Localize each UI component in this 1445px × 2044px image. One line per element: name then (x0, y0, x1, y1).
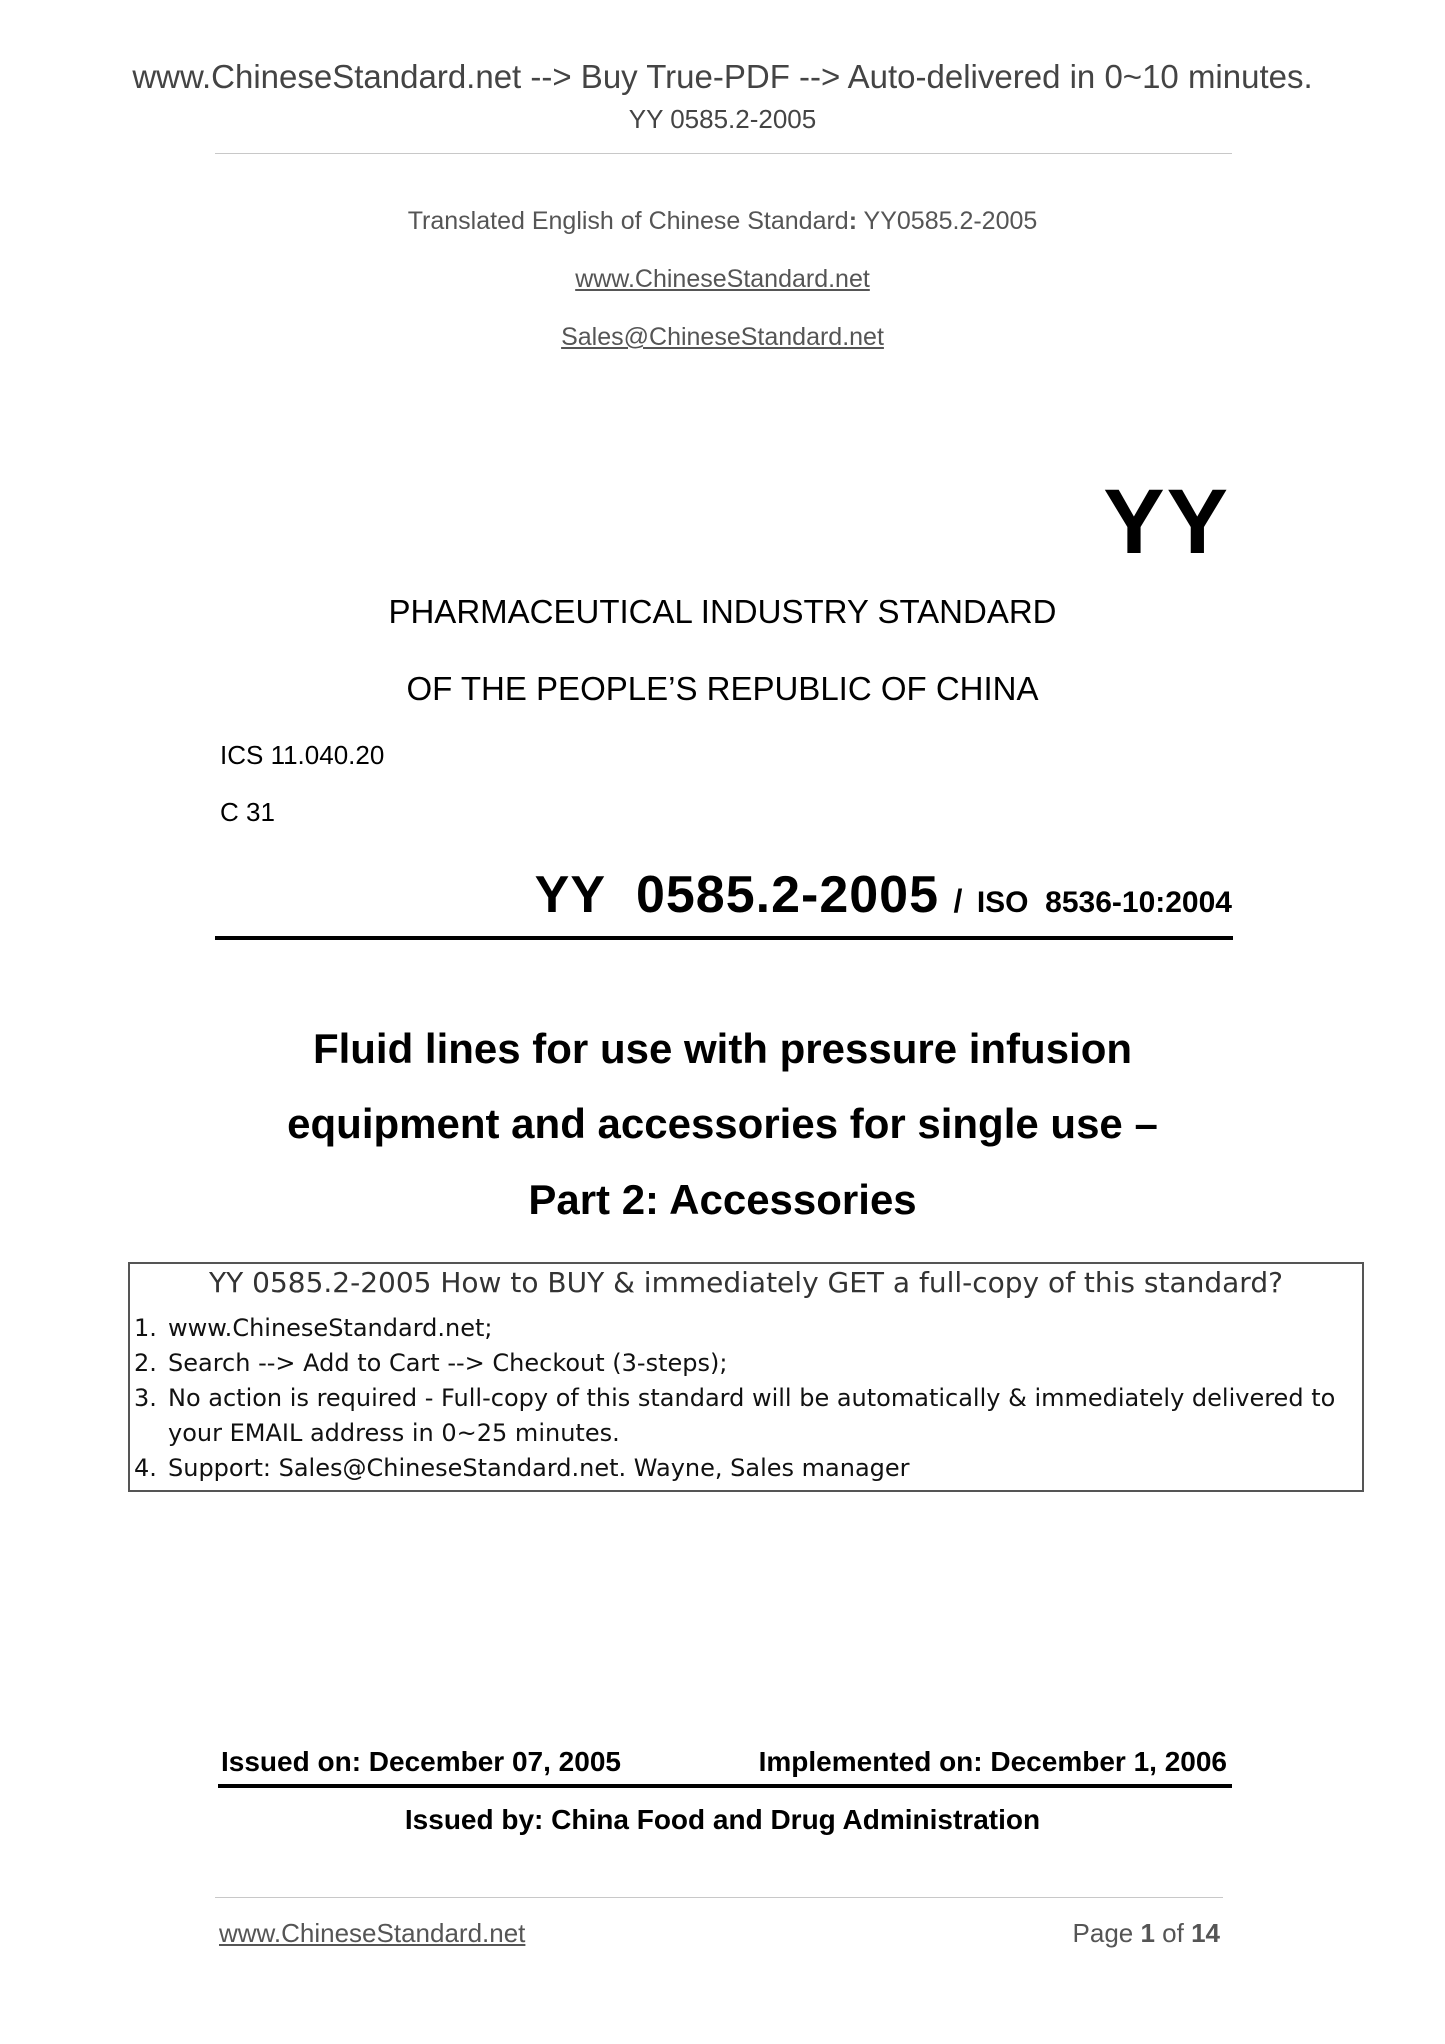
document-title-line-3: Part 2: Accessories (528, 1176, 917, 1223)
header-standard-code: YY 0585.2-2005 (628, 104, 817, 134)
translation-website-row (0, 265, 1445, 294)
translation-code: YY0585.2-2005 (857, 207, 1038, 235)
standard-number-rule (215, 936, 1233, 940)
issue-rule (218, 1784, 1232, 1788)
cover-title-line-1: PHARMACEUTICAL INDUSTRY STANDARD (388, 593, 1057, 630)
translation-email-row (0, 323, 1445, 352)
header-divider (215, 153, 1232, 154)
translation-notice (0, 207, 1445, 236)
issuing-authority: Issued by: China Food and Drug Administration (404, 1804, 1041, 1835)
footer-website-link[interactable]: www.ChineseStandard.net (219, 1918, 526, 1948)
translation-email-link[interactable]: Sales@ChineseStandard.net (561, 323, 884, 351)
purchase-step-4: 4. Support: Sales@ChineseStandard.net. Wayne, Sales manager (134, 1454, 910, 1482)
standard-number-block (535, 865, 1232, 925)
purchase-info-box (128, 1262, 1364, 1492)
standard-separator: / (953, 883, 963, 919)
purchase-step-3: 3. No action is required - Full-copy of this standard will be automatically & immediately delivered to (134, 1384, 1336, 1412)
document-title-line-1: Fluid lines for use with pressure infusion (312, 1025, 1133, 1072)
current-page: 1 (1140, 1918, 1155, 1948)
standard-number: YY 0585.2-2005 (534, 866, 940, 924)
implemented-on-date: Implemented on: December 1, 2006 (758, 1746, 1227, 1777)
header-banner: www.ChineseStandard.net --> Buy True-PDF --> Auto-delivered in 0~10 minutes. (132, 58, 1313, 95)
page-indicator: Page 1 of 14 (1072, 1918, 1220, 1948)
ics-code: ICS 11.040.20 (220, 740, 385, 770)
cover-title-line-2: OF THE PEOPLE’S REPUBLIC OF CHINA (406, 670, 1039, 707)
iso-reference: ISO 8536-10:2004 (976, 886, 1232, 919)
purchase-step-1: 1. www.ChineseStandard.net; (134, 1314, 493, 1342)
translation-label: Translated English of Chinese Standard (407, 207, 849, 235)
translation-website-link[interactable]: www.ChineseStandard.net (575, 265, 870, 293)
purchase-heading: YY 0585.2-2005 How to BUY & immediately GET a full-copy of this standard? (209, 1266, 1283, 1299)
issued-on-date: Issued on: December 07, 2005 (221, 1746, 621, 1777)
ccs-code: C 31 (220, 797, 275, 827)
standard-brand-mark: YY (1103, 471, 1230, 573)
purchase-step-2: 2. Search --> Add to Cart --> Checkout (3-steps); (134, 1349, 728, 1377)
total-pages: 14 (1191, 1918, 1220, 1948)
translation-colon: : (848, 207, 858, 235)
purchase-step-3-continued: your EMAIL address in 0~25 minutes. (168, 1419, 620, 1447)
footer-divider (215, 1897, 1223, 1898)
document-title-line-2: equipment and accessories for single use – (287, 1100, 1158, 1147)
